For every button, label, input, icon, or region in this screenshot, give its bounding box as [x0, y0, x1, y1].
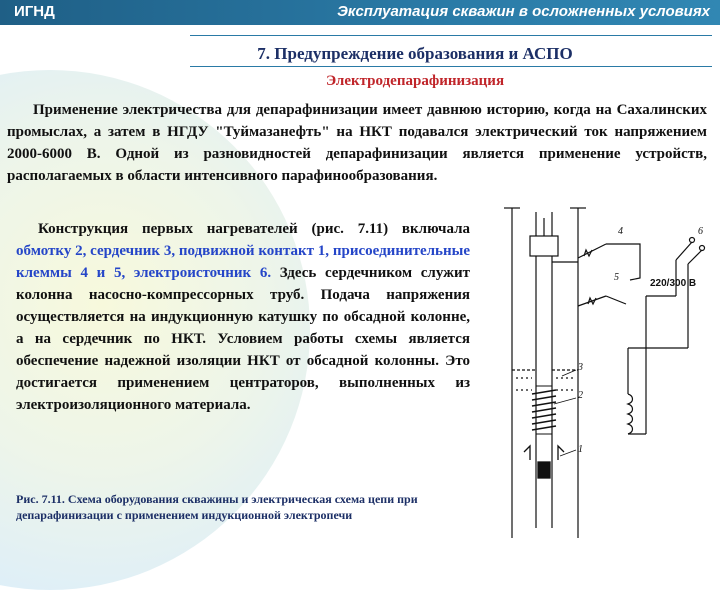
intro-paragraph: Применение электричества для депарафинизации имеет давнюю историю, когда на Сахалинских промыслах, а затем в НГДУ "Туймазанефть" на НКТ подавался электрический ток напряжением 2000-6000 В. Одной из разновидностей депарафинизации является применение устройств, располагаемых в области интенсивного парафинообразования.: [7, 102, 707, 184]
figure-caption: Рис. 7.11. Схема оборудования скважины и электрическая схема цепи при депарафинизации с применением индукционной электропечи: [16, 492, 418, 522]
construction-paragraph: [16, 218, 470, 416]
course-title: Эксплуатация скважин в осложненных условиях: [337, 3, 710, 20]
divider-bottom: [190, 66, 712, 67]
slide-subtitle: Электродепарафинизация: [325, 73, 505, 89]
label-6: 6: [698, 226, 703, 237]
label-4: 4: [618, 226, 623, 237]
slide-title: 7. Предупреждение образования и АСПО: [257, 44, 573, 63]
voltage-label: 220/300 В: [650, 278, 697, 289]
sliding-contact: [524, 446, 564, 478]
wellhead: [530, 236, 558, 256]
label-5: 5: [614, 272, 619, 283]
construction-text-start: Конструкция первых нагревателей (рис. 7.11) включала: [38, 221, 470, 237]
construction-text-end: Здесь сердечником служит колонна насосно-компрессорных труб. Подача напряжения осуществляется на индукционную катушку по обсадной колонне, а на сердечник по НКТ. Условием работы схемы является обеспечение надежной изоляции НКТ от обсадной колонны. Это достигается применением центраторов, выполненных из электроизоляционного материала.: [16, 265, 471, 413]
well-heater-diagram: [480, 198, 720, 540]
divider-top: [190, 35, 712, 36]
components-highlight: обмотку 2, сердечник 3, подвижной контакт 1, присоединительные клеммы 4 и 5, электроисточник 6.: [16, 243, 470, 281]
label-2: 2: [578, 390, 583, 401]
org-name: ИГНД: [14, 3, 55, 20]
header-bar: [0, 0, 720, 25]
label-3: 3: [578, 362, 583, 373]
label-1: 1: [578, 444, 583, 455]
